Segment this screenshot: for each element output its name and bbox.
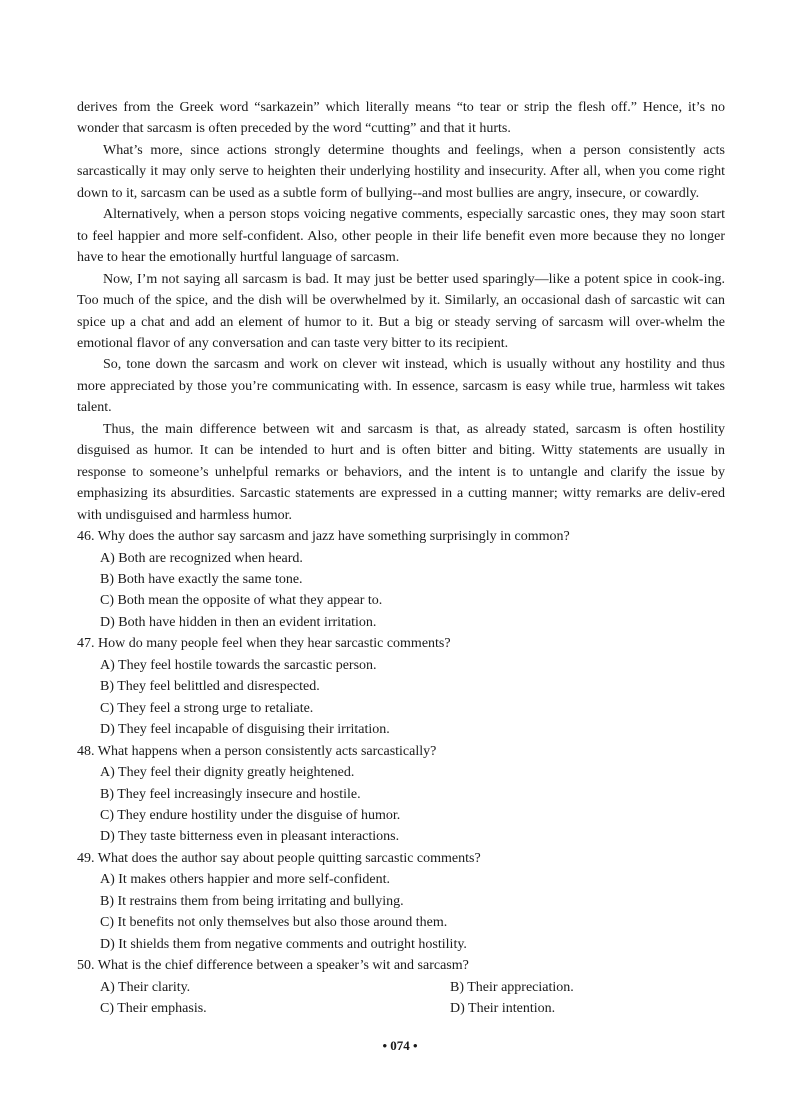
question-stem: 46. Why does the author say sarcasm and jazz have something surprisingly in common? <box>77 529 570 545</box>
option-d: D) Both have hidden in then an evident irritation. <box>100 614 377 630</box>
option-b: B) Their appreciation. <box>450 979 574 995</box>
option-a: A) Their clarity. <box>100 979 191 995</box>
option-c: C) They feel a strong urge to retaliate. <box>100 700 314 716</box>
question-46 <box>77 526 725 633</box>
question-48 <box>77 741 725 848</box>
option-c: C) Both mean the opposite of what they appear to. <box>100 593 383 609</box>
option-c: C) They endure hostility under the disguise of humor. <box>100 807 401 823</box>
passage-paragraph-4: Now, I’m not saying all sarcasm is bad. It may just be better used sparingly—like a potent spice in cook-ing. Too much of the spice, and the dish will be overwhelmed by it. Similarly, an occasional dash of sarcastic wit can spice up a chat and add an element of humor to it. But a big or steady serving of sarcasm will over-whelm the emotional flavor of any conversation and can taste very bitter to its recipient. <box>77 271 725 351</box>
option-d: D) They feel incapable of disguising their irritation. <box>100 722 390 738</box>
passage-paragraph-5: So, tone down the sarcasm and work on clever wit instead, which is usually without any hostility and thus more appreciated by those you’re communicating with. In essence, sarcasm is easy while true, harmless wit takes talent. <box>77 357 725 416</box>
option-d: D) It shields them from negative comments and outright hostility. <box>100 936 467 952</box>
question-50 <box>77 955 725 1019</box>
option-d: D) Their intention. <box>450 1001 556 1017</box>
option-b: B) It restrains them from being irritating and bullying. <box>100 893 404 909</box>
passage-paragraph-1: derives from the Greek word “sarkazein” which literally means “to tear or strip the flesh off.” Hence, it’s no wonder that sarcasm is often preceded by the word “cutting” and that it hurts. <box>77 100 725 137</box>
question-stem: 49. What does the author say about people quitting sarcastic comments? <box>77 850 481 866</box>
passage-paragraph-3: Alternatively, when a person stops voicing negative comments, especially sarcastic ones, they may soon start to feel happier and more self-confident. Also, other people in their life benefit even more because they no longer have to hear the emotionally hurtful language of sarcasm. <box>77 207 725 266</box>
option-b: B) Both have exactly the same tone. <box>100 571 303 587</box>
option-d: D) They taste bitterness even in pleasant interactions. <box>100 829 400 845</box>
page-content <box>77 97 725 1019</box>
question-stem: 50. What is the chief difference between a speaker’s wit and sarcasm? <box>77 958 469 974</box>
question-49 <box>77 848 725 955</box>
question-47 <box>77 633 725 740</box>
page-number: • 074 • <box>382 1038 418 1053</box>
question-stem: 48. What happens when a person consistently acts sarcastically? <box>77 743 437 759</box>
option-a: A) Both are recognized when heard. <box>100 550 303 566</box>
option-grid <box>77 977 725 1020</box>
option-b: B) They feel increasingly insecure and hostile. <box>100 786 361 802</box>
passage-paragraph-6: Thus, the main difference between wit and sarcasm is that, as already stated, sarcasm is often hostility disguised as humor. It can be intended to hurt and is often bitter and biting. Witty statements are usually in response to someone’s unhelpful remarks or behaviors, and the intent is to untangle and clarify the issue by emphasizing its absurdities. Sarcastic statements are expressed in a cutting manner; witty remarks are deliv-ered with undisguised and harmless humor. <box>77 421 725 523</box>
option-c: C) It benefits not only themselves but also those around them. <box>100 915 448 931</box>
option-c: C) Their emphasis. <box>100 1001 207 1017</box>
option-b: B) They feel belittled and disrespected. <box>100 679 320 695</box>
question-stem: 47. How do many people feel when they hear sarcastic comments? <box>77 636 451 652</box>
option-a: A) It makes others happier and more self-confident. <box>100 872 391 888</box>
option-a: A) They feel their dignity greatly heightened. <box>100 765 355 781</box>
passage-paragraph-2: What’s more, since actions strongly determine thoughts and feelings, when a person consistently acts sarcastically it may only serve to heighten their underlying hostility and insecurity. After all, when you come right down to it, sarcasm can be used as a subtle form of bullying--and most bullies are angry, insecure, or cowardly. <box>77 142 725 201</box>
option-a: A) They feel hostile towards the sarcastic person. <box>100 657 377 673</box>
